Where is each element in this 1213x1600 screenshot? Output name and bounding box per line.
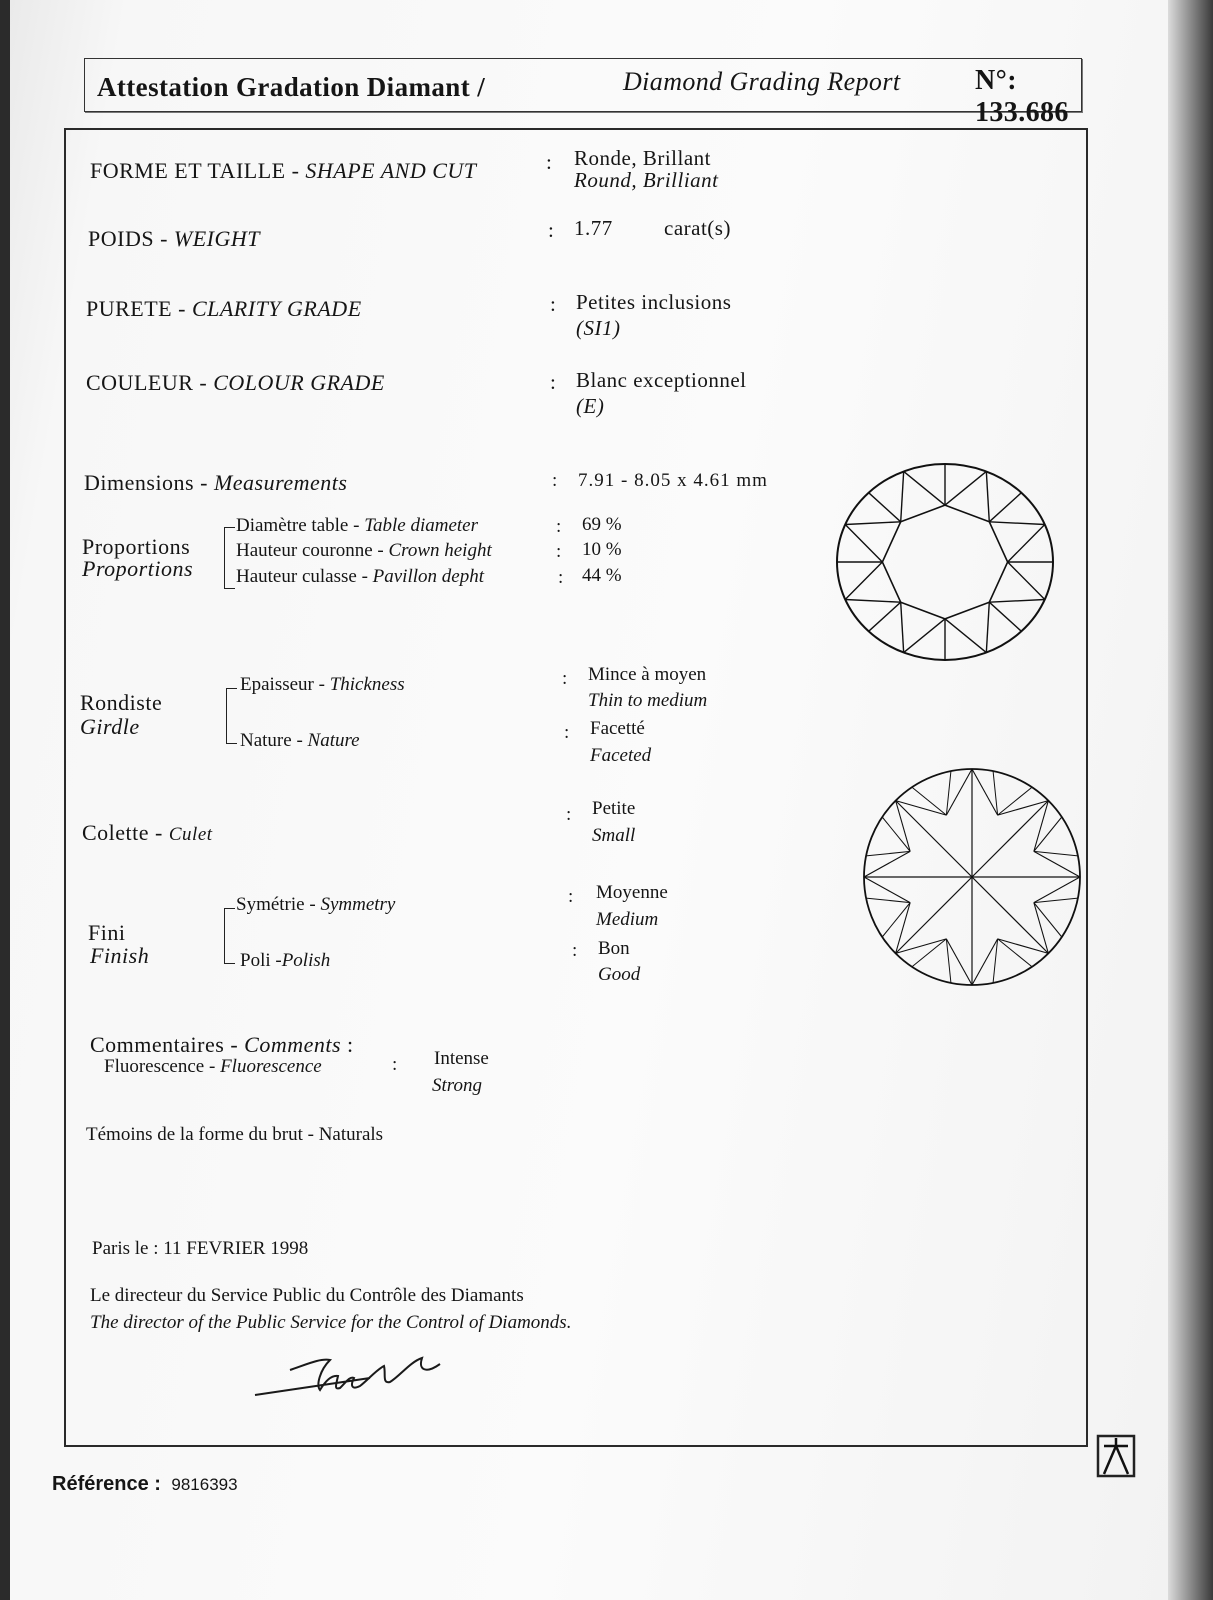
- separator: -: [204, 1056, 221, 1077]
- symmetry-colon: :: [568, 886, 574, 907]
- issuer-logo-icon: [1096, 1434, 1136, 1478]
- girdle-label-fr: Rondiste: [80, 690, 163, 715]
- shape-label-fr: FORME ET TAILLE: [90, 158, 286, 183]
- symmetry-label: [236, 894, 395, 916]
- naturals-label-fr: Témoins de la forme du brut: [86, 1124, 303, 1145]
- table-facet: [882, 505, 1007, 619]
- colour-colon: :: [550, 370, 557, 394]
- fluorescence-value-fr: Intense: [434, 1048, 489, 1069]
- fluorescence-label: [104, 1056, 322, 1078]
- shape-label-en: SHAPE AND CUT: [305, 158, 477, 183]
- weight-value: 1.77: [574, 216, 613, 240]
- clarity-value-fr: Petites inclusions: [576, 290, 732, 314]
- colour-label-fr: COULEUR: [86, 370, 194, 395]
- issue-date: 11 FEVRIER 1998: [163, 1238, 309, 1259]
- fluorescence-colon: :: [392, 1054, 398, 1075]
- polish-label-fr: Poli: [240, 950, 271, 971]
- table-diameter-label: [236, 515, 478, 537]
- clarity-label-fr: PURETE: [86, 296, 173, 321]
- table-diameter-label-fr: Diamètre table: [236, 515, 349, 536]
- title-french: Attestation Gradation Diamant /: [97, 72, 486, 102]
- weight-label-en: WEIGHT: [173, 226, 261, 251]
- crown-height-label-en: Crown height: [388, 540, 492, 561]
- crown-height-colon: :: [556, 541, 562, 562]
- crown-facet-line: [901, 471, 904, 521]
- pavilion-facet-line: [998, 939, 1032, 967]
- crown-facet-line: [989, 522, 1044, 525]
- report-title-box: [84, 58, 1082, 128]
- pavilion-depth-label-fr: Hauteur culasse: [236, 566, 357, 587]
- fluorescence-label-en: Fluorescence: [220, 1056, 322, 1077]
- thickness-value-en: Thin to medium: [588, 690, 708, 711]
- reference-value: 9816393: [171, 1475, 238, 1494]
- thickness-label: [240, 674, 405, 696]
- separator: -: [172, 296, 192, 321]
- director-title-en: The director of the Public Service for the Control of Diamonds.: [90, 1312, 572, 1333]
- culet-label-en: Culet: [168, 824, 213, 845]
- crown-facet-line: [986, 602, 989, 652]
- polish-label-en: Polish: [281, 950, 331, 971]
- polish-value-en: Good: [598, 964, 641, 985]
- finish-label-en: Finish: [90, 943, 150, 968]
- dimensions-label-fr: Dimensions: [84, 470, 195, 495]
- clarity-value-en: (SI1): [576, 316, 621, 340]
- shape-colon: :: [546, 150, 553, 174]
- separator: -: [313, 674, 330, 695]
- pavilion-depth-label-en: Pavillon depht: [372, 566, 484, 587]
- crown-facet-line: [989, 600, 1044, 603]
- pavilion-facet-line: [882, 903, 910, 937]
- separator: -: [149, 820, 169, 845]
- weight-unit: carat(s): [664, 216, 731, 240]
- crown-facet-line: [1008, 562, 1045, 600]
- separator: -: [154, 226, 174, 251]
- place-and-date: [92, 1238, 308, 1260]
- shape-value-en: Round, Brilliant: [574, 168, 719, 192]
- crown-facet-line: [945, 471, 986, 505]
- table-diameter-colon: :: [556, 516, 562, 537]
- separator: -: [285, 158, 306, 183]
- pavilion-facet-line: [1034, 817, 1062, 851]
- pavilion-facet-line: [912, 939, 946, 967]
- crown-facet-line: [989, 493, 1021, 522]
- comments-label: [90, 1032, 354, 1058]
- crown-facet-line: [904, 619, 945, 653]
- pavilion-depth-value: 44 %: [582, 565, 622, 586]
- culet-colon: :: [566, 804, 572, 825]
- proportions-label-en: Proportions: [82, 556, 194, 581]
- crown-view-diagram: [834, 460, 1056, 664]
- symmetry-value-fr: Moyenne: [596, 882, 668, 903]
- girdle-label-en: Girdle: [80, 714, 140, 739]
- reference: [52, 1473, 238, 1496]
- crown-height-label-fr: Hauteur couronne: [236, 540, 373, 561]
- director-signature: [250, 1340, 450, 1410]
- crown-facet-line: [901, 602, 904, 652]
- polish-value-fr: Bon: [598, 938, 630, 959]
- weight-colon: :: [548, 218, 555, 242]
- shape-label: [90, 158, 477, 184]
- separator: -: [302, 1124, 319, 1145]
- clarity-colon: :: [550, 292, 557, 316]
- polish-label: Poli -Polish: [240, 950, 331, 971]
- girdle-nature-label-fr: Nature: [240, 730, 292, 751]
- crown-facet-line: [904, 471, 945, 505]
- colour-value-fr: Blanc exceptionnel: [576, 368, 747, 392]
- finish-label-fr: Fini: [88, 920, 126, 945]
- finish-bracket: [224, 908, 225, 964]
- separator: -: [348, 515, 365, 536]
- crown-height-label: [236, 540, 492, 562]
- table-diameter-value: 69 %: [582, 514, 622, 535]
- proportions-bracket: [224, 527, 225, 589]
- girdle-nature-value-en: Faceted: [590, 745, 652, 766]
- pavilion-depth-label: [236, 566, 484, 588]
- crown-facet-line: [845, 600, 900, 603]
- crown-facet-line: [869, 493, 901, 522]
- symmetry-value-en: Medium: [596, 909, 659, 930]
- crown-facet-line: [845, 562, 882, 600]
- separator: -: [304, 894, 321, 915]
- thickness-label-en: Thickness: [329, 674, 405, 695]
- separator: -: [356, 566, 373, 587]
- title-english: Diamond Grading Report: [623, 67, 901, 96]
- crown-facet-line: [845, 522, 900, 525]
- dimensions-label-en: Measurements: [213, 470, 348, 495]
- fluorescence-label-fr: Fluorescence: [104, 1056, 205, 1077]
- crown-height-value: 10 %: [582, 539, 622, 560]
- culet-label-fr: Colette: [82, 820, 150, 845]
- weight-label-fr: POIDS: [88, 226, 155, 251]
- pavilion-facet-line: [882, 817, 910, 851]
- proportions-label-fr: Proportions: [82, 534, 191, 559]
- separator: -: [194, 470, 214, 495]
- naturals-label: [86, 1124, 383, 1146]
- table-diameter-label-en: Table diameter: [364, 515, 479, 536]
- separator: -: [193, 370, 214, 395]
- comments-colon: :: [347, 1032, 354, 1057]
- place-date-label: Paris le :: [92, 1238, 159, 1259]
- comments-label-fr: Commentaires: [90, 1032, 225, 1057]
- crown-facet-line: [845, 524, 882, 562]
- crown-facet-line: [986, 471, 989, 521]
- dimensions-label: [84, 470, 347, 496]
- dimensions-value: 7.91 - 8.05 x 4.61 mm: [578, 470, 768, 491]
- thickness-colon: :: [562, 668, 568, 689]
- separator: -: [224, 1032, 245, 1057]
- naturals-label-en: Naturals: [318, 1124, 384, 1145]
- pavilion-facet-line: [912, 787, 946, 815]
- crown-facet-line: [1008, 524, 1045, 562]
- pavilion-depth-colon: :: [558, 567, 564, 588]
- girdle-nature-colon: :: [564, 722, 570, 743]
- pavilion-view-diagram: [860, 764, 1084, 990]
- dimensions-colon: :: [552, 470, 558, 491]
- girdle-nature-value-fr: Facetté: [590, 718, 645, 739]
- separator: -: [291, 730, 308, 751]
- shape-value-fr: Ronde, Brillant: [574, 146, 711, 170]
- girdle-nature-label-en: Nature: [307, 730, 360, 751]
- culet-value-fr: Petite: [592, 798, 636, 819]
- symmetry-label-fr: Symétrie: [236, 894, 305, 915]
- comments-label-en: Comments: [244, 1032, 342, 1057]
- culet-label: [82, 820, 213, 846]
- fold-shadow: [1168, 0, 1213, 1600]
- crown-facet-line: [945, 619, 986, 653]
- girdle-nature-label: [240, 730, 360, 752]
- pavilion-facet-line: [998, 787, 1032, 815]
- colour-label: [86, 370, 385, 396]
- thickness-value-fr: Mince à moyen: [588, 664, 707, 685]
- colour-value-en: (E): [576, 394, 605, 418]
- thickness-label-fr: Epaisseur: [240, 674, 314, 695]
- separator: -: [372, 540, 389, 561]
- culet-value-en: Small: [592, 825, 636, 846]
- crown-facet-line: [989, 602, 1021, 631]
- symmetry-label-en: Symmetry: [320, 894, 396, 915]
- clarity-label: [86, 296, 362, 322]
- reference-label: Référence :: [52, 1473, 161, 1495]
- report-number: N°: 133.686: [975, 65, 1069, 128]
- fluorescence-value-en: Strong: [432, 1075, 482, 1096]
- weight-label: [88, 226, 260, 252]
- polish-colon: :: [572, 940, 578, 961]
- director-title-fr: Le directeur du Service Public du Contrôle des Diamants: [90, 1285, 524, 1306]
- crown-facet-line: [869, 602, 901, 631]
- colour-label-en: COLOUR GRADE: [213, 370, 385, 395]
- pavilion-facet-line: [1034, 903, 1062, 937]
- girdle-bracket: [226, 688, 227, 744]
- clarity-label-en: CLARITY GRADE: [191, 296, 362, 321]
